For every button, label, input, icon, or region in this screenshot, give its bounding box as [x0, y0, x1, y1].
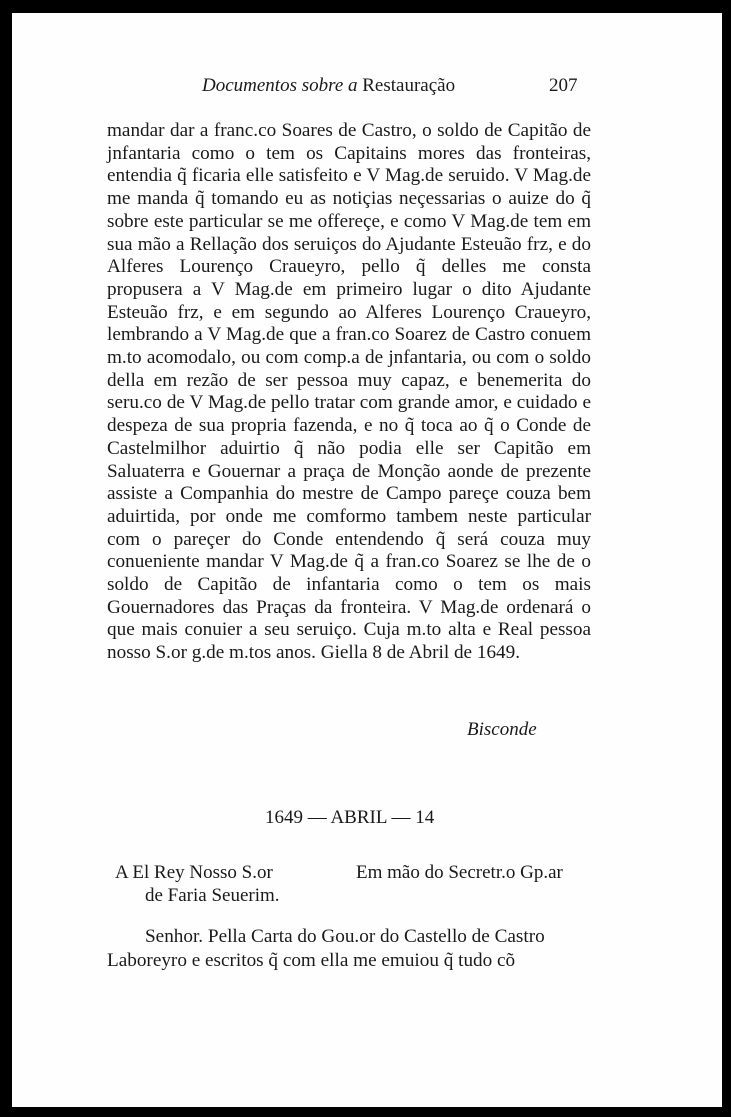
- running-title: [202, 75, 455, 97]
- addressee-line-1: A El Rey Nosso S.or: [115, 862, 273, 883]
- addressee-line-2: de Faria Seuerim.: [145, 885, 280, 906]
- document-page: [12, 13, 722, 1107]
- addressee: [115, 861, 280, 907]
- running-title-italic: Documentos sobre a: [202, 75, 358, 96]
- page-number: 207: [549, 75, 578, 96]
- signature: Bisconde: [467, 719, 537, 740]
- letter-line-1: Senhor. Pella Carta do Gou.or do Castello de Castro: [145, 926, 545, 947]
- dateline-text: 1649 — ABRIL — 14: [265, 807, 435, 828]
- delivery-note: Em mão do Secretr.o Gp.ar: [356, 862, 563, 883]
- letter-opening: [107, 925, 591, 973]
- body-paragraph: mandar dar a franc.co Soares de Castro, o soldo de Capitão de jnfantaria como o tem os Capitains mores das fronteiras, entendia q̃ ficaria elle satisfeito e V Mag.de seruido. V Mag.de me manda q̃ tomando eu as notiçias neçessarias o auize do q̃ sobre este particular se me offereçe, e como V Mag.de tem em sua mão a Rellação dos seruiços do Ajudante Esteuão frz, e do Alferes Lourenço Craueyro, pello q̃ delles me consta propusera a V Mag.de em primeiro lugar o dito Ajudante Esteuão frz, e em segundo ao Alferes Lourenço Craueyro, lembrando a V Mag.de que a fran.co Soarez de Castro conuem m.to acomodalo, ou com comp.a de jnfantaria, ou com o soldo della em rezão de ser pessoa muy capaz, e benemerita do seru.co de V Mag.de pello tratar com grande amor, e cuidado e despeza de sua propria fazenda, e no q̃ toca ao q̃ o Conde de Castelmilhor aduirtio q̃ não podia elle ser Capitão em Saluaterra e Gouernar a praça de Monção aonde de prezente assiste a Companhia do mestre de Campo pareçe couza bem aduirtida, por onde me comformo tambem neste particular com o pareçer do Conde entendendo q̃ será couza muy conueniente mandar V Mag.de q̃ a fran.co Soarez se lhe de o soldo de Capitão de infantaria como o tem os mais Gouernadores das Praças da fronteira. V Mag.de ordenará o que mais conuier a seu seruiço. Cuja m.to alta e Real pessoa nosso S.or g.de m.tos anos. Giella 8 de Abril de 1649.: [107, 120, 591, 664]
- running-title-roman: Restauração: [362, 75, 456, 96]
- body-text: [107, 120, 591, 665]
- letter-line-2: Laboreyro e escritos q̃ com ella me emuiou q̃ tudo cõ: [107, 950, 516, 971]
